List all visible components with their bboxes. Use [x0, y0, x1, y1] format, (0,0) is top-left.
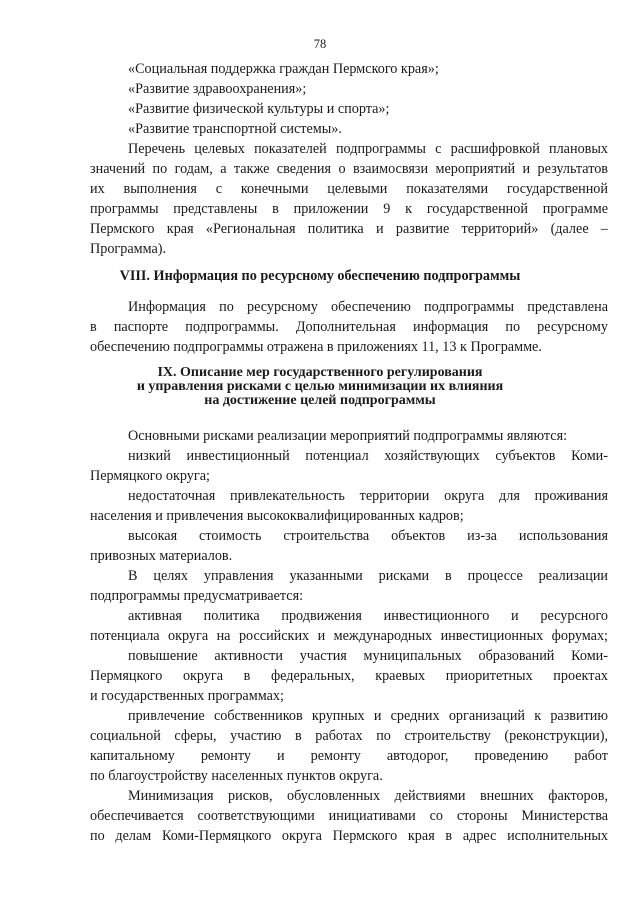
text-line: по благоустройству населенных пунктов округа. — [90, 768, 383, 784]
text-line: Пермского края «Региональная политика и развитие территорий» (далее – — [90, 221, 608, 237]
text-line: и государственных программах; — [90, 688, 284, 704]
text-line: их выполнения с конечными целевыми показателями государственной — [90, 181, 608, 197]
text-line: потенциала округа на российских и международных инвестиционных форумах; — [90, 628, 608, 644]
text-line: Информация по ресурсному обеспечению подпрограммы представлена — [128, 299, 608, 315]
text-line: высокая стоимость строительства объектов из-за использования — [128, 528, 608, 544]
text-line: привозных материалов. — [90, 548, 233, 564]
section-heading-line: и управления рисками с целью минимизации их влияния — [136, 379, 504, 394]
text-line: «Развитие здравоохранения»; — [128, 81, 307, 97]
text-line: программы представлены в приложении 9 к государственной программе — [90, 201, 608, 217]
section-heading-line: на достижение целей подпрограммы — [204, 393, 436, 408]
text-line: Пермяцкого округа в федеральных, краевых приоритетных проектах — [90, 668, 608, 684]
text-line: обеспечению подпрограммы отражена в приложениях 11, 13 к Программе. — [90, 339, 542, 355]
text-line: подпрограммы предусматривается: — [90, 588, 304, 604]
text-line: в паспорте подпрограммы. Дополнительная информация по ресурсному — [90, 319, 608, 335]
text-line: активная политика продвижения инвестиционного и ресурсного — [128, 608, 608, 624]
text-line: недостаточная привлекательность территории округа для проживания — [128, 488, 608, 504]
text-line: Перечень целевых показателей подпрограммы с расшифровкой плановых — [128, 141, 608, 157]
text-line: «Развитие физической культуры и спорта»; — [128, 101, 390, 117]
text-line: значений по годам, а также сведения о взаимосвязи мероприятий и результатов — [90, 161, 608, 177]
text-line: низкий инвестиционный потенциал хозяйствующих субъектов Коми- — [128, 448, 608, 464]
text-line: привлечение собственников крупных и средних организаций к развитию — [128, 708, 608, 724]
section-heading-line: IX. Описание мер государственного регулирования — [157, 365, 483, 380]
text-line: по делам Коми-Пермяцкого округа Пермского края в адрес исполнительных — [90, 828, 608, 844]
text-line: Программа). — [90, 241, 167, 257]
text-line: обеспечивается соответствующими инициативами со стороны Министерства — [90, 808, 608, 824]
page-number: 78 — [313, 37, 327, 51]
section-heading: VIII. Информация по ресурсному обеспечению подпрограммы — [119, 268, 521, 284]
text-line: населения и привлечения высококвалифицированных кадров; — [90, 508, 464, 524]
text-line: повышение активности участия муниципальных образований Коми- — [128, 648, 608, 664]
text-line: социальной сферы, участию в работах по строительству (реконструкции), — [90, 728, 608, 744]
text-line: «Социальная поддержка граждан Пермского края»; — [128, 61, 439, 77]
text-line: В целях управления указанными рисками в процессе реализации — [128, 568, 608, 584]
text-line: Пермяцкого округа; — [90, 468, 210, 484]
text-line: капитальному ремонту и ремонту автодорог, проведению работ — [90, 748, 608, 764]
text-line: «Развитие транспортной системы». — [128, 121, 342, 137]
text-line: Основными рисками реализации мероприятий подпрограммы являются: — [128, 428, 568, 444]
text-line: Минимизация рисков, обусловленных действиями внешних факторов, — [128, 788, 608, 804]
